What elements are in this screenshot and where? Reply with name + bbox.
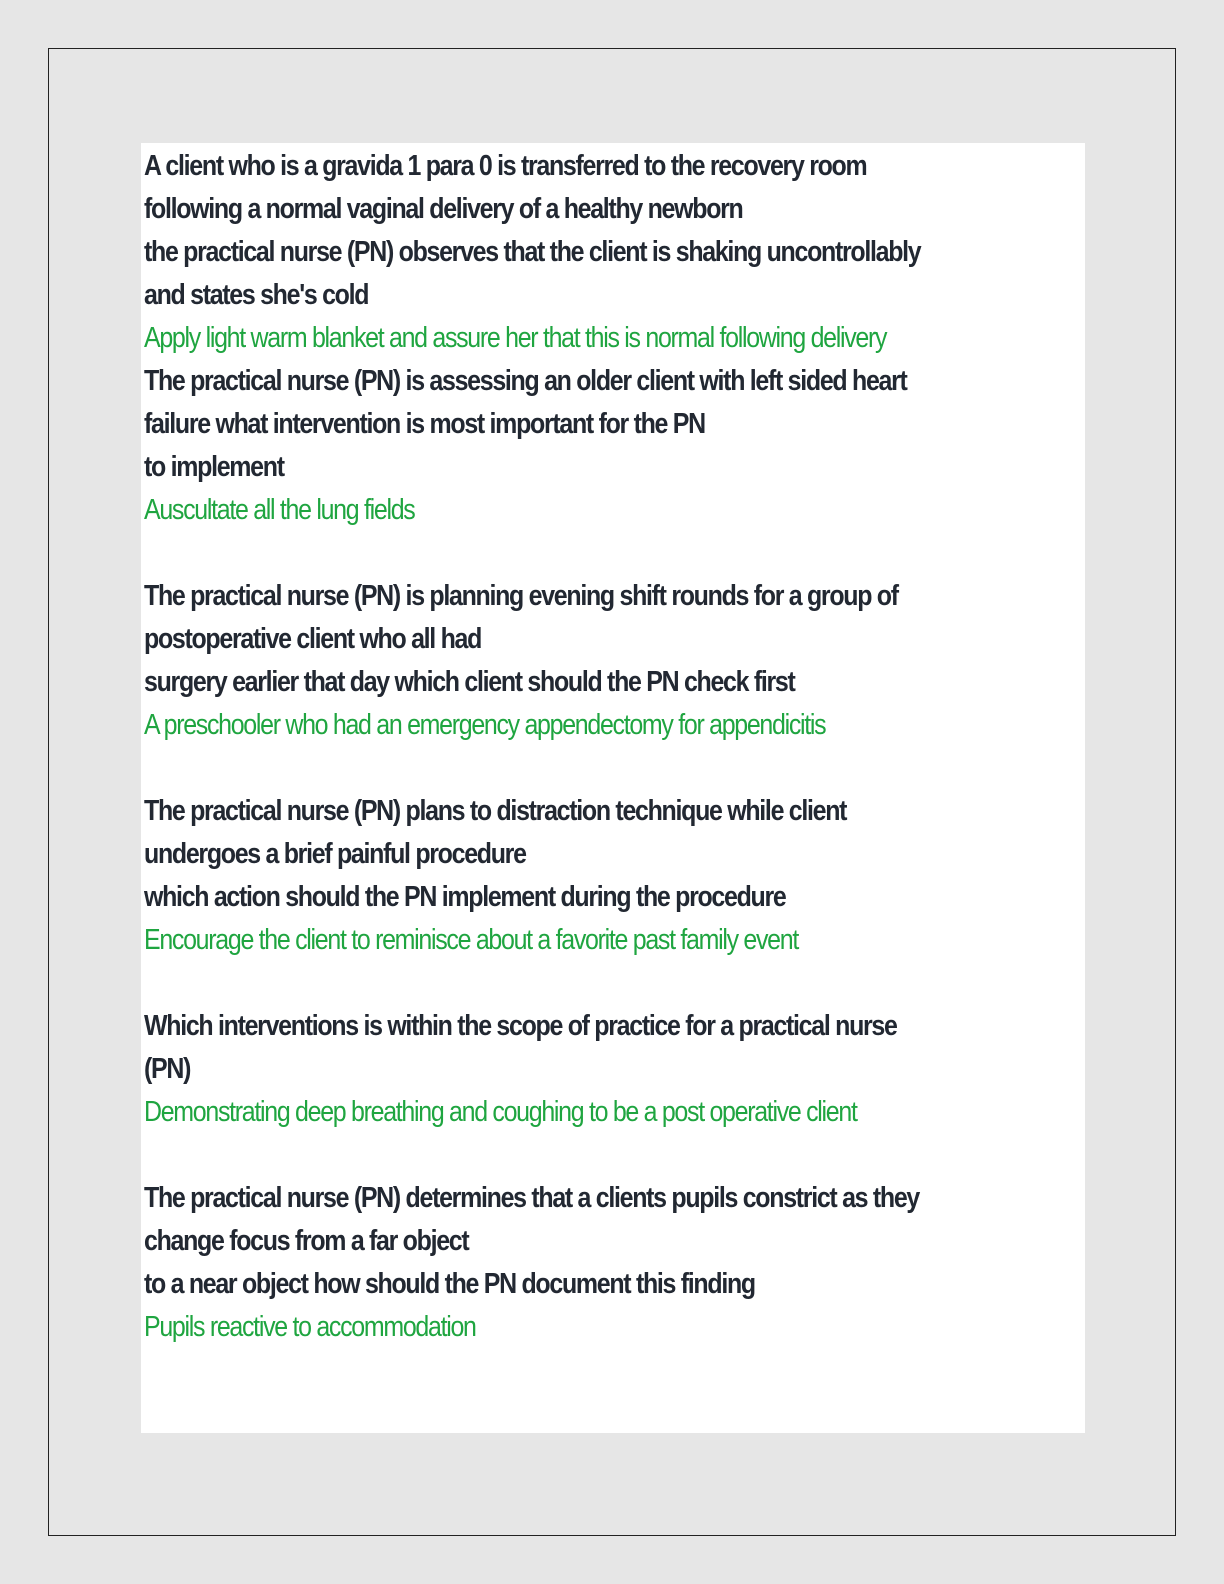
question-line: (PN) <box>144 1053 191 1085</box>
question-line: surgery earlier that day which client should the PN check first <box>144 666 795 698</box>
question-line: to a near object how should the PN document this finding <box>144 1268 755 1300</box>
answer-line: Auscultate all the lung fields <box>144 494 415 526</box>
document-content <box>141 143 1085 1433</box>
question-line: Which interventions is within the scope of practice for a practical nurse <box>144 1010 897 1042</box>
question-line: postoperative client who all had <box>144 623 482 655</box>
qa-item-5 <box>144 1005 1085 1134</box>
question-line: the practical nurse (PN) observes that the client is shaking uncontrollably <box>144 236 921 268</box>
question-line: The practical nurse (PN) is planning evening shift rounds for a group of <box>144 580 898 612</box>
question-line: The practical nurse (PN) is assessing an older client with left sided heart <box>144 365 907 397</box>
question-line: to implement <box>144 451 284 483</box>
qa-item-1 <box>144 145 1085 360</box>
answer-line: A preschooler who had an emergency appendectomy for appendicitis <box>144 709 826 741</box>
qa-item-2 <box>144 360 1085 532</box>
answer-line: Demonstrating deep breathing and coughing to be a post operative client <box>144 1096 857 1128</box>
blank-line <box>144 532 1085 575</box>
question-line: The practical nurse (PN) plans to distraction technique while client <box>144 795 847 827</box>
question-line: change focus from a far object <box>144 1225 469 1257</box>
blank-line <box>144 1134 1085 1177</box>
qa-item-3 <box>144 575 1085 747</box>
blank-line <box>144 747 1085 790</box>
answer-line: Encourage the client to reminisce about a favorite past family event <box>144 924 798 956</box>
question-line: A client who is a gravida 1 para 0 is transferred to the recovery room <box>144 150 867 182</box>
question-line: which action should the PN implement during the procedure <box>144 881 786 913</box>
question-line: undergoes a brief painful procedure <box>144 838 526 870</box>
blank-line <box>144 962 1085 1005</box>
qa-item-6 <box>144 1177 1085 1349</box>
answer-line: Pupils reactive to accommodation <box>144 1311 476 1343</box>
answer-line: Apply light warm blanket and assure her that this is normal following delivery <box>144 322 887 354</box>
qa-item-4 <box>144 790 1085 962</box>
question-line: failure what intervention is most important for the PN <box>144 408 705 440</box>
question-line: and states she's cold <box>144 279 369 311</box>
question-line: following a normal vaginal delivery of a healthy newborn <box>144 193 743 225</box>
question-line: The practical nurse (PN) determines that a clients pupils constrict as they <box>144 1182 920 1214</box>
